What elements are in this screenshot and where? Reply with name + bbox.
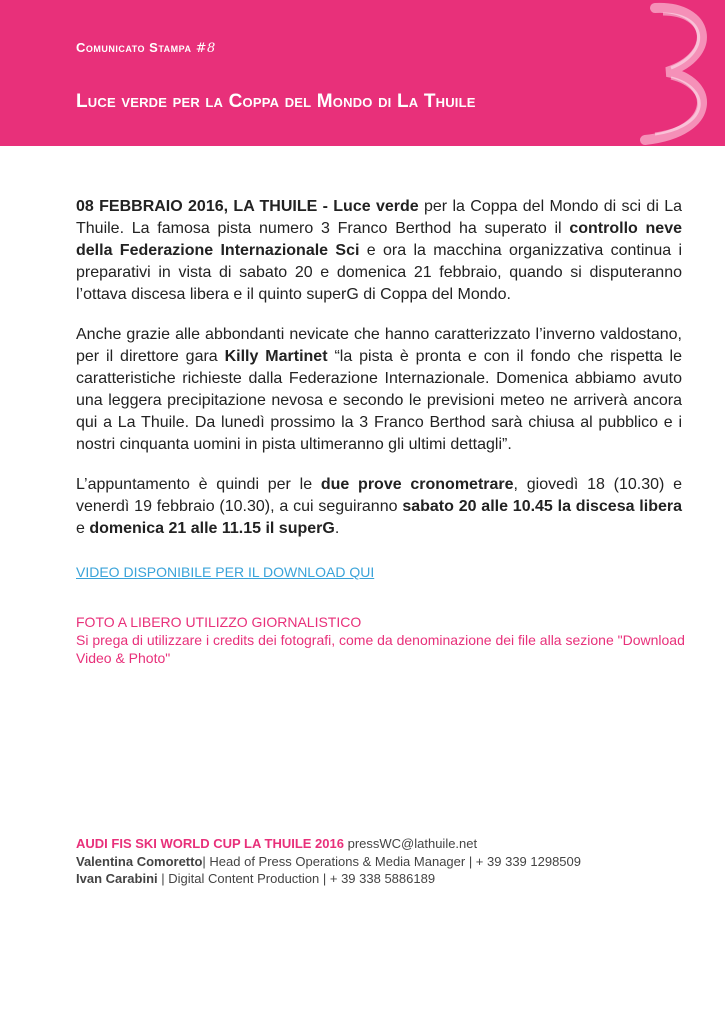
contact-2-name: Ivan Carabini — [76, 871, 158, 886]
photo-usage-title: FOTO A LIBERO UTILIZZO GIORNALISTICO — [76, 614, 362, 630]
press-release-kicker — [76, 40, 216, 56]
p1-bold-2: controllo neve della Federazione Internazionale Sci — [76, 220, 683, 259]
footer-org: AUDI FIS SKI WORLD CUP LA THUILE 2016 — [76, 836, 344, 851]
contact-2 — [76, 870, 696, 888]
contact-1-role: | Head of Press Operations & Media Manager | + 39 339 1298509 — [202, 853, 581, 869]
p1-text-1: per la Coppa del Mondo di sci di La Thuile. La famosa pista numero 3 Franco Berthod ha superato il — [76, 198, 683, 237]
dateline: 08 FEBBRAIO 2016, LA THUILE - — [76, 198, 334, 215]
p3-text-2: , giovedì 18 (10.30) e venerdì 19 febbraio (10.30), a cui seguiranno — [76, 476, 682, 515]
p1-text-2: e ora la macchina organizzativa continua i preparativi in vista di sabato 20 e domenica 21 febbraio, quando si disputeranno l’ottava discesa libera e il quinto superG di Coppa del Mondo. — [76, 242, 683, 303]
footer-org-line — [76, 835, 696, 853]
p3-bold-1: due prove cronometrare — [320, 476, 514, 493]
page-title: Luce verde per la Coppa del Mondo di La Thuile — [76, 91, 476, 112]
p3-text-3: e — [76, 520, 90, 537]
contact-1 — [76, 853, 696, 871]
contact-2-role: | Digital Content Production | + 39 338 5886189 — [157, 871, 436, 886]
paragraph-1 — [76, 196, 682, 306]
paragraph-3 — [76, 474, 682, 540]
p3-text-4: . — [334, 520, 340, 537]
video-download-link[interactable]: VIDEO DISPONIBILE PER IL DOWNLOAD QUI — [76, 564, 375, 580]
p3-bold-2: sabato 20 alle 10.45 la discesa libera — [402, 498, 682, 515]
contact-1-name: Valentina Comoretto — [76, 853, 203, 869]
swirl-logo-icon — [615, 0, 725, 146]
p2-bold-1: Killy Martinet — [224, 348, 328, 365]
kicker-number: #8 — [195, 41, 216, 56]
p1-bold-1: Luce verde — [333, 198, 419, 215]
paragraph-2 — [76, 324, 682, 456]
p3-bold-3: domenica 21 alle 11.15 il superG — [89, 520, 335, 537]
press-email: pressWC@lathuile.net — [343, 836, 478, 851]
p3-text-1: L’appuntamento è quindi per le — [76, 476, 321, 493]
photo-usage-notice — [76, 613, 686, 667]
kicker-text: Comunicato Stampa — [76, 40, 192, 55]
p2-text-1: Anche grazie alle abbondanti nevicate che hanno caratterizzato l’inverno valdostano, per il direttore gara — [76, 326, 682, 365]
press-contacts — [76, 835, 696, 888]
header-banner — [0, 0, 725, 146]
p2-text-2: “la pista è pronta e con il fondo che rispetta le caratteristiche richieste dalla Federazione Internazionale. Domenica abbiamo avuto una leggera precipitazione nevosa e secondo le previsioni meteo ne arriverà ancora qui a La Thuile. Da lunedì prossimo la 3 Franco Berthod sarà chiusa al pubblico e i nostri cinquanta uomini in pista ultimeranno gli ultimi dettagli”. — [76, 348, 682, 453]
photo-usage-note: Si prega di utilizzare i credits dei fotografi, come da denominazione dei file alla sezione "Download Video & Photo" — [76, 632, 685, 666]
article-body — [76, 196, 682, 558]
